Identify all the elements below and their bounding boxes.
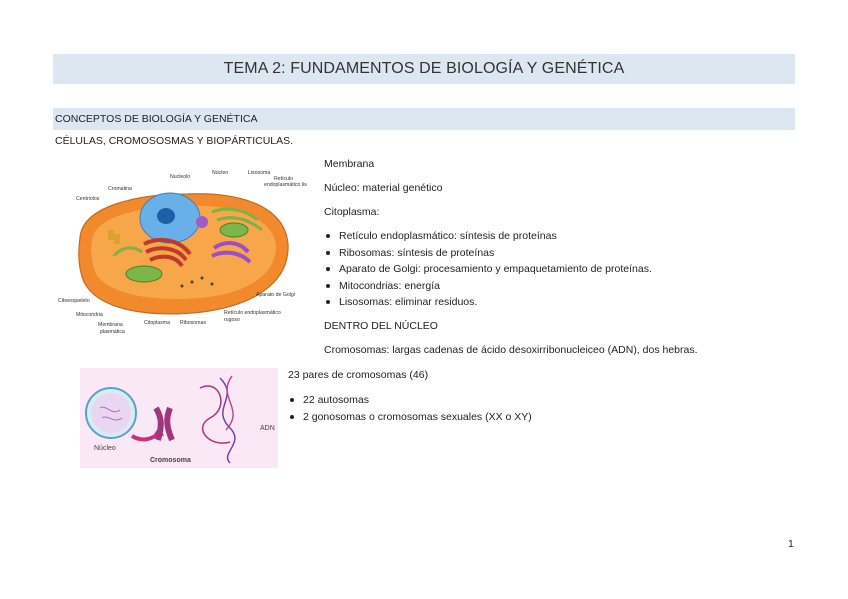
chromosome-list bbox=[288, 392, 532, 425]
label-aparato-golgi: Aparato de Golgi bbox=[256, 292, 295, 298]
cell-diagram bbox=[52, 160, 307, 342]
label-centriolos: Centriolos bbox=[76, 196, 100, 202]
label-reticulo-rugoso-2: rugoso bbox=[224, 317, 240, 323]
text-membrana: Membrana bbox=[324, 158, 375, 170]
label-cromatina: Cromatina bbox=[108, 186, 132, 192]
page-title bbox=[53, 54, 795, 84]
text-nucleo: Núcleo: material genético bbox=[324, 182, 443, 194]
label-citoplasma: Citoplasma bbox=[144, 320, 170, 326]
chromosome-diagram-svg bbox=[80, 368, 278, 468]
label-nucleolo: Nucleolo bbox=[170, 174, 191, 180]
label-cromosoma: Cromosoma bbox=[150, 457, 191, 464]
section-heading: CONCEPTOS DE BIOLOGÍA Y GENÉTICA bbox=[53, 108, 795, 130]
label-reticulo-liso-2: endoplasmático liso bbox=[264, 182, 307, 188]
subsection-heading: CÉLULAS, CROMOSOSMAS Y BIOPÁRTICULAS. bbox=[55, 135, 294, 147]
label-mitocondria: Mitocondria bbox=[76, 312, 103, 318]
label-nucleo-chrom: Núcleo bbox=[94, 445, 116, 452]
text-dentro-nucleo: DENTRO DEL NÚCLEO bbox=[324, 320, 438, 332]
list-item: Retículo endoplasmático: síntesis de proteínas bbox=[324, 228, 652, 245]
label-membrana-2: plasmática bbox=[100, 329, 125, 335]
label-nucleo: Núcleo bbox=[212, 170, 229, 176]
label-ribosomas: Ribosomas bbox=[180, 320, 206, 326]
chromosome-diagram bbox=[80, 368, 278, 468]
label-citoesqueleto: Citoesqueleto bbox=[58, 298, 90, 304]
list-item: Aparato de Golgi: procesamiento y empaquetamiento de proteínas. bbox=[324, 261, 652, 278]
list-item: Ribosomas: síntesis de proteínas bbox=[324, 245, 652, 262]
page-title-text: TEMA 2: FUNDAMENTOS DE BIOLOGÍA Y GENÉTICA bbox=[223, 60, 625, 77]
list-item: 22 autosomas bbox=[288, 392, 532, 409]
text-citoplasma: Citoplasma: bbox=[324, 206, 380, 218]
organelle-list bbox=[324, 228, 652, 311]
list-item: 2 gonosomas o cromosomas sexuales (XX o XY) bbox=[288, 409, 532, 426]
cell-diagram-svg bbox=[52, 160, 307, 342]
label-membrana-1: Membrana bbox=[98, 322, 123, 328]
label-reticulo-liso-1: Retículo bbox=[274, 176, 294, 182]
list-item: Mitocondrias: energía bbox=[324, 278, 652, 295]
page-number: 1 bbox=[788, 538, 794, 550]
text-pares: 23 pares de cromosomas (46) bbox=[288, 369, 429, 381]
label-reticulo-rugoso-1: Retículo endoplasmático bbox=[224, 310, 281, 316]
list-item: Lisosomas: eliminar residuos. bbox=[324, 294, 652, 311]
text-cromosomas: Cromosomas: largas cadenas de ácido desoxirribonucleiceo (ADN), dos hebras. bbox=[324, 344, 698, 356]
label-adn: ADN bbox=[260, 425, 275, 432]
label-lisosoma: Lisosoma bbox=[248, 170, 271, 176]
